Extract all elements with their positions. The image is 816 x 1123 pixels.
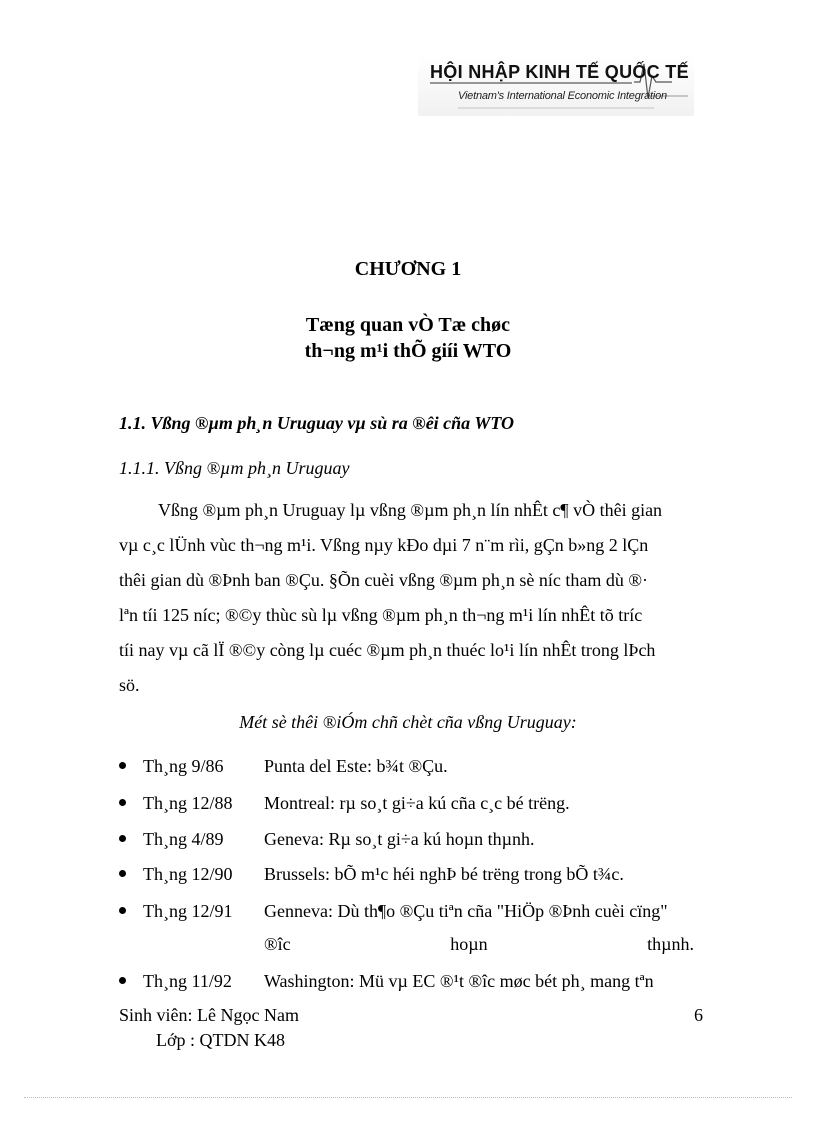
continuation-word: thµnh. [647,934,694,954]
page-bottom-divider [24,1097,792,1098]
bullet-icon [119,835,126,842]
timeline-date: Th¸ng 12/90 [143,864,233,884]
section-heading: 1.1. Vßng ®µm ph¸n Uruguay vµ sù ra ®êi cña WTO [119,413,515,433]
timeline-event: Genneva: Dù th¶o ®Çu tiªn cña "HiÖp ®Þnh cuèi cïng" [264,901,668,921]
bullet-icon [119,762,126,769]
timeline-event: Washington: Mü vµ EC ®¹t ®îc møc bét ph¸ mang tªn [264,971,654,991]
logo-subtitle: Vietnam's International Economic Integration [458,90,667,102]
timeline-event-continuation [264,934,694,955]
logo-title: HỘI NHẬP KINH TẾ QUỐC TẾ [430,62,689,82]
bullet-icon [119,977,126,984]
paragraph-line: thêi gian dù ®Þnh ban ®Çu. §Õn cuèi vßng ®µm ph¸n sè níc tham dù ®· [119,570,649,590]
class-name: Lớp : QTDN K48 [156,1030,286,1050]
timeline-event: Geneva: Rµ so¸t gi÷a kú hoµn thµnh. [264,829,535,849]
timeline-date: Th¸ng 11/92 [143,971,232,991]
chapter-title-line-1: Tæng quan vÒ Tæ chøc [305,314,511,336]
header-logo [418,56,694,116]
timeline-caption: Mét sè thêi ®iÓm chñ chèt cña vßng Uruguay: [239,712,577,732]
continuation-word: hoµn [450,934,488,954]
bullet-icon [119,870,126,877]
subsection-heading: 1.1.1. Vßng ®µm ph¸n Uruguay [119,458,350,478]
bullet-icon [119,907,126,914]
timeline-date: Th¸ng 12/88 [143,793,233,813]
paragraph-line: Vßng ®µm ph¸n Uruguay lµ vßng ®µm ph¸n lín nhÊt c¶ vÒ thêi gian [158,500,663,520]
chapter-label: CHƯƠNG 1 [354,258,462,280]
paragraph-line: vµ c¸c lÜnh vùc th¬ng m¹i. Vßng nµy kÐo dµi 7 n¨m rìi, gÇn b»ng 2 lÇn [119,535,649,555]
paragraph-line: tíi nay vµ cã lÏ ®©y còng lµ cuéc ®µm ph¸n thuéc lo¹i lín nhÊt trong lÞch [119,640,656,660]
continuation-word: ®îc [264,934,291,954]
timeline-date: Th¸ng 4/89 [143,829,224,849]
paragraph-line: lªn tíi 125 níc; ®©y thùc sù lµ vßng ®µm ph¸n th¬ng m¹i lín nhÊt tõ tríc [119,605,643,625]
timeline-date: Th¸ng 12/91 [143,901,233,921]
paragraph-line: sö. [119,675,140,695]
timeline-event: Punta del Este: b¾t ®Çu. [264,756,448,776]
timeline-event: Brussels: bÕ m¹c héi nghÞ bé trëng trong bÕ t¾c. [264,864,624,884]
student-name: Sinh viên: Lê Ngọc Nam [119,1005,299,1025]
timeline-date: Th¸ng 9/86 [143,756,224,776]
page-number: 6 [694,1005,703,1025]
chapter-title-line-2: th¬ng m¹i thÕ giíi WTO [304,340,512,362]
bullet-icon [119,799,126,806]
timeline-event: Montreal: rµ so¸t gi÷a kú cña c¸c bé trëng. [264,793,570,813]
